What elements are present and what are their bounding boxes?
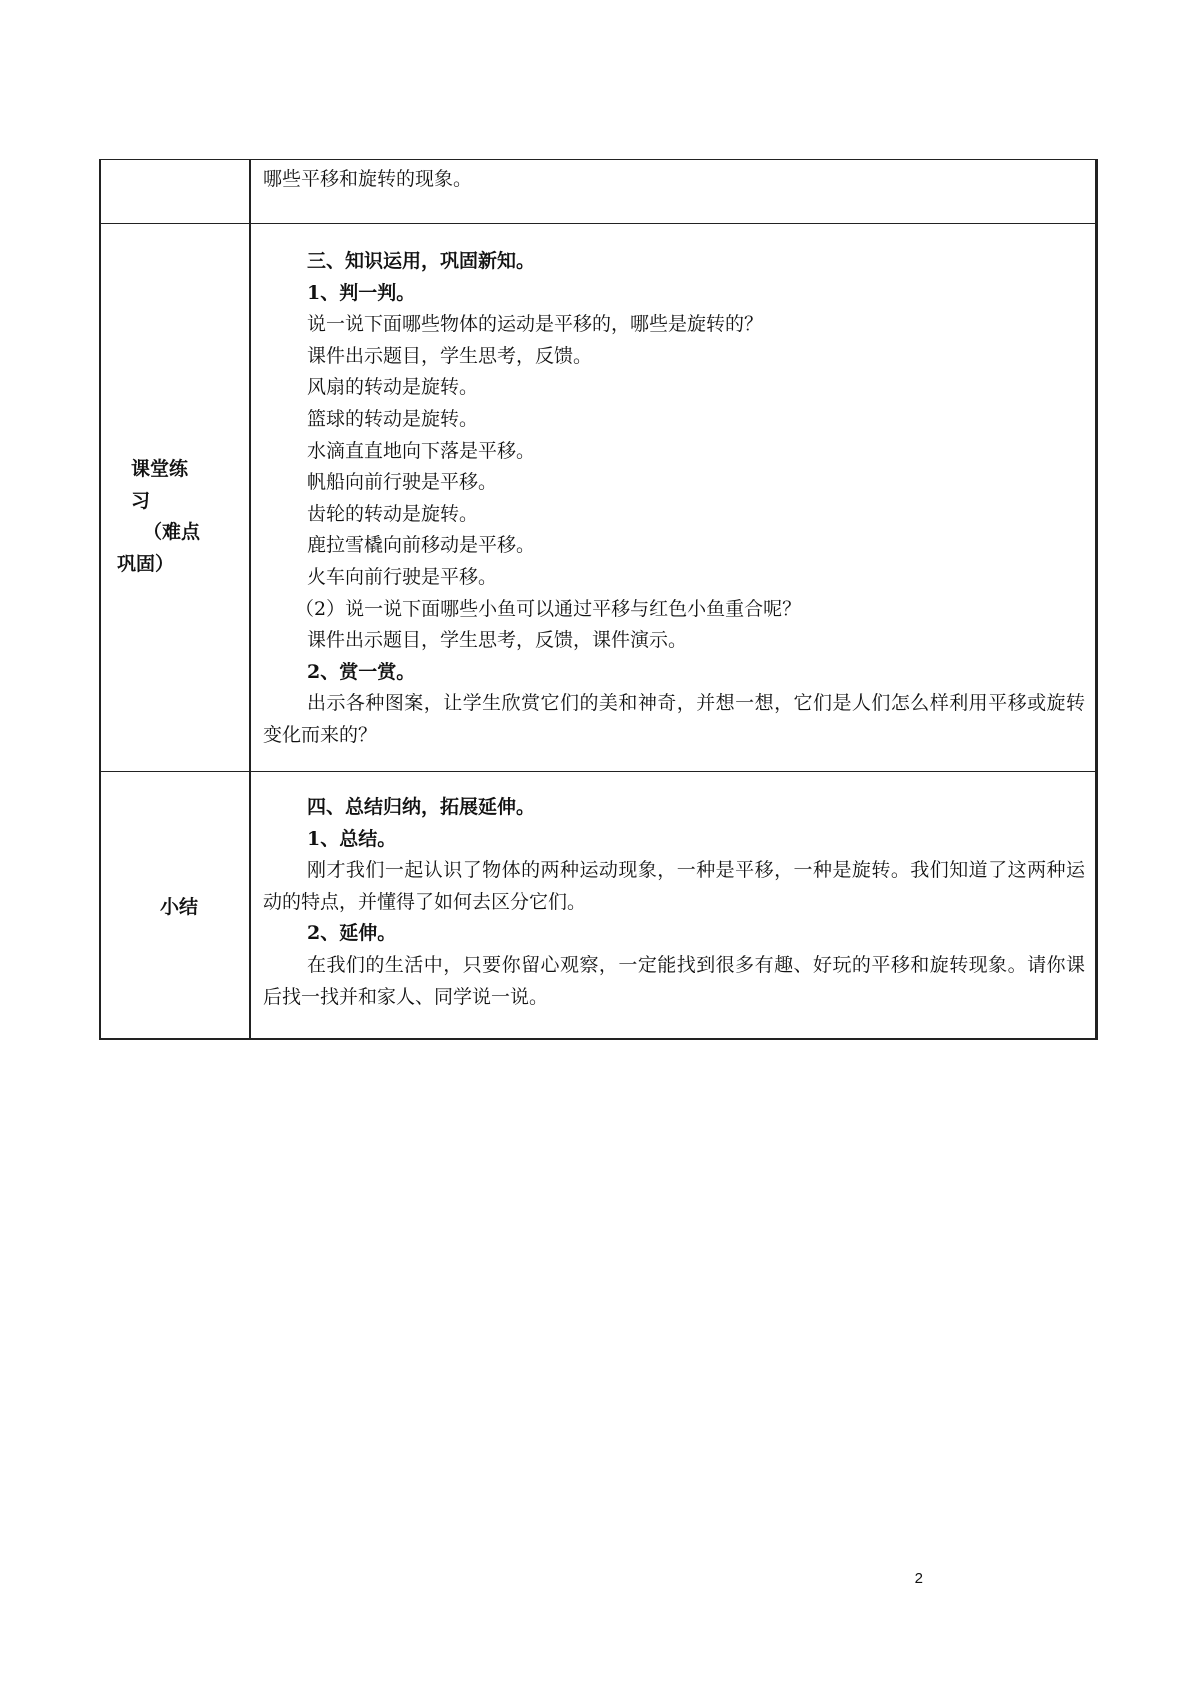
lesson-plan-table [99, 159, 1098, 1040]
content-line: 说一说下面哪些物体的运动是平移的，哪些是旋转的？ [307, 313, 764, 336]
content-line: 齿轮的转动是旋转。 [307, 502, 479, 525]
content-line: 课件出示题目，学生思考，反馈，课件演示。 [307, 629, 688, 652]
content-paragraph: 在我们的生活中，只要你留心观察，一定能找到很多有趣、好玩的平移和旋转现象。请你课后找一找并和家人、同学说一说。 [263, 953, 1085, 1008]
row-label-cell [100, 224, 250, 772]
row-label: 小结 [159, 896, 198, 918]
label-line: 课堂练 [131, 458, 189, 480]
content-line: 哪些平移和旋转的现象。 [263, 168, 473, 190]
section-heading: 四、总结归纳，拓展延伸。 [307, 796, 536, 818]
content-line: 篮球的转动是旋转。 [307, 407, 479, 430]
content-line: 课件出示题目，学生思考，反馈。 [307, 344, 593, 367]
row-label-cell [100, 160, 250, 224]
row-content-cell [250, 160, 1097, 224]
content-line: （2）说一说下面哪些小鱼可以通过平移与红色小鱼重合呢？ [295, 597, 802, 620]
content-line: 帆船向前行驶是平移。 [307, 471, 498, 494]
content-line: 风扇的转动是旋转。 [307, 376, 479, 399]
table-row [100, 772, 1097, 1040]
row-label-cell [100, 772, 250, 1040]
content-paragraph: 刚才我们一起认识了物体的两种运动现象，一种是平移，一种是旋转。我们知道了这两种运动的特点，并懂得了如何去区分它们。 [263, 859, 1085, 913]
subsection-heading: 2、赏一赏。 [307, 660, 416, 683]
row-content-cell [250, 224, 1097, 772]
subsection-heading: 2、延伸。 [307, 922, 397, 945]
content-line: 火车向前行驶是平移。 [307, 565, 498, 588]
row-content-cell [250, 772, 1097, 1040]
subsection-heading: 1、判一判。 [307, 281, 416, 304]
label-line: 习 [131, 489, 151, 512]
table-row [100, 160, 1097, 224]
section-heading: 三、知识运用，巩固新知。 [307, 250, 536, 272]
table-row [100, 224, 1097, 772]
content-line: 水滴直直地向下落是平移。 [307, 439, 536, 462]
content-paragraph: 出示各种图案，让学生欣赏它们的美和神奇，并想一想，它们是人们怎么样利用平移或旋转变化而来的？ [263, 692, 1085, 746]
content-line: 鹿拉雪橇向前移动是平移。 [307, 534, 536, 557]
label-line: 巩固） [117, 552, 175, 575]
subsection-heading: 1、总结。 [307, 827, 397, 850]
page-number: 2 [914, 1570, 923, 1587]
label-line: （难点 [143, 521, 201, 544]
